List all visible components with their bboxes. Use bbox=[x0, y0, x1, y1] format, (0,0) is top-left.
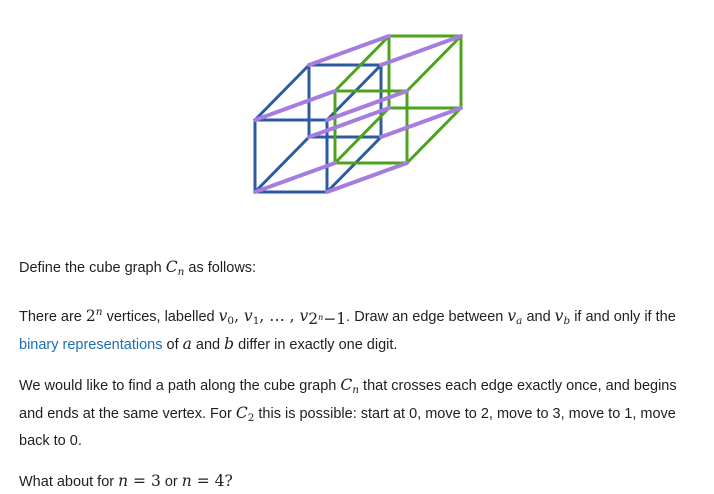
connector-edge bbox=[255, 91, 335, 120]
paragraph-final-question: What about for n = 3 or n = 4? bbox=[19, 472, 233, 490]
connector-edge bbox=[327, 163, 407, 192]
paragraph-path-question: We would like to find a path along the cube graph $C_n$ that crosses each edge exactly once, and begins and ends at the same vertex. For $C_2$ this is possible: start at 0, move to 2, move to 3, move to 1, move back to 0. bbox=[19, 376, 677, 449]
connector-edge bbox=[381, 108, 461, 137]
binary-representations-link[interactable]: binary representations bbox=[19, 337, 163, 353]
connector-edge bbox=[309, 36, 389, 65]
paragraph-definition: Define the cube graph $C_n$ as follows: bbox=[19, 258, 257, 278]
connector-edge bbox=[255, 163, 335, 192]
hypercube-icon bbox=[240, 24, 480, 204]
connector-edge bbox=[381, 36, 461, 65]
paragraph-vertices: There are 2$^n$ vertices, labelled $v_0$, $v_1$, … , $v_{2^n-1}$. Draw an edge between $v_a$ and $v_b$ if and only if the binary representations of a and b differ in exactly one digit. bbox=[19, 306, 676, 353]
document-body bbox=[19, 256, 699, 494]
hypercube-figure bbox=[240, 24, 480, 204]
